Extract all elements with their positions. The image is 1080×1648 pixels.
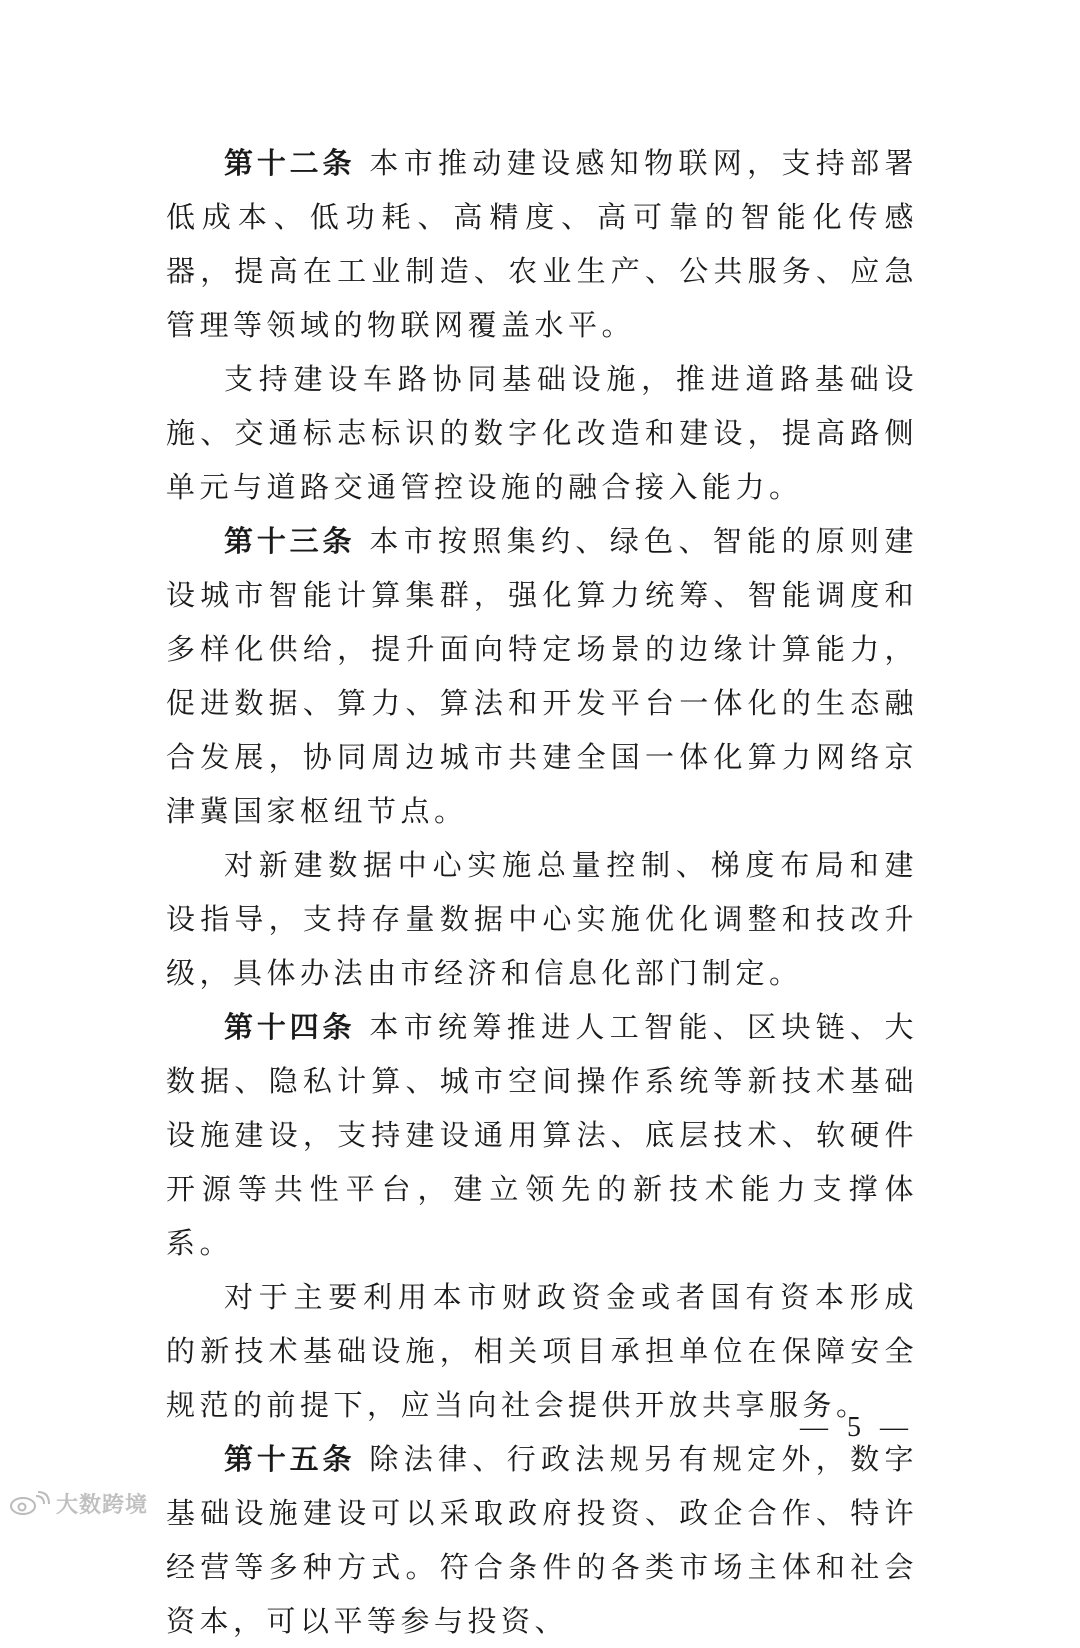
paragraph-article-14: [166, 1000, 918, 1270]
paragraph: [166, 352, 918, 514]
weibo-logo-icon: [8, 1490, 52, 1516]
article-title: 第十二条: [224, 146, 356, 180]
article-title: 第十四条: [224, 1010, 356, 1044]
paragraph-article-15: [166, 1432, 918, 1648]
paragraph-text: 除法律、行政法规另有规定外，数字基础设施建设可以采取政府投资、政企合作、特许经营等多种方式。符合条件的各类市场主体和社会资本，可以平等参与投资、: [166, 1442, 918, 1638]
paragraph-article-13: [166, 514, 918, 838]
paragraph-article-12: [166, 136, 918, 352]
article-title: 第十三条: [224, 524, 356, 558]
page-number: — 5 —: [800, 1412, 914, 1443]
watermark: [8, 1488, 148, 1518]
paragraph: [166, 838, 918, 1000]
paragraph-text: 本市统筹推进人工智能、区块链、大数据、隐私计算、城市空间操作系统等新技术基础设施建设，支持建设通用算法、底层技术、软硬件开源等共性平台，建立领先的新技术能力支撑体系。: [166, 1010, 918, 1260]
paragraph-text: 对于主要利用本市财政资金或者国有资本形成的新技术基础设施，相关项目承担单位在保障安全规范的前提下，应当向社会提供开放共享服务。: [166, 1280, 918, 1422]
paragraph-text: 对新建数据中心实施总量控制、梯度布局和建设指导，支持存量数据中心实施优化调整和技改升级，具体办法由市经济和信息化部门制定。: [166, 848, 918, 990]
paragraph-text: 本市推动建设感知物联网，支持部署低成本、低功耗、高精度、高可靠的智能化传感器，提高在工业制造、农业生产、公共服务、应急管理等领域的物联网覆盖水平。: [166, 146, 918, 342]
paragraph: [166, 1270, 918, 1432]
watermark-text: 大数跨境: [56, 1492, 149, 1518]
paragraph-text: 本市按照集约、绿色、智能的原则建设城市智能计算集群，强化算力统筹、智能调度和多样化供给，提升面向特定场景的边缘计算能力，促进数据、算力、算法和开发平台一体化的生态融合发展，协同周边城市共建全国一体化算力网络京津冀国家枢纽节点。: [166, 524, 918, 828]
article-title: 第十五条: [224, 1442, 356, 1476]
paragraph-text: 支持建设车路协同基础设施，推进道路基础设施、交通标志标识的数字化改造和建设，提高路侧单元与道路交通管控设施的融合接入能力。: [166, 362, 918, 504]
